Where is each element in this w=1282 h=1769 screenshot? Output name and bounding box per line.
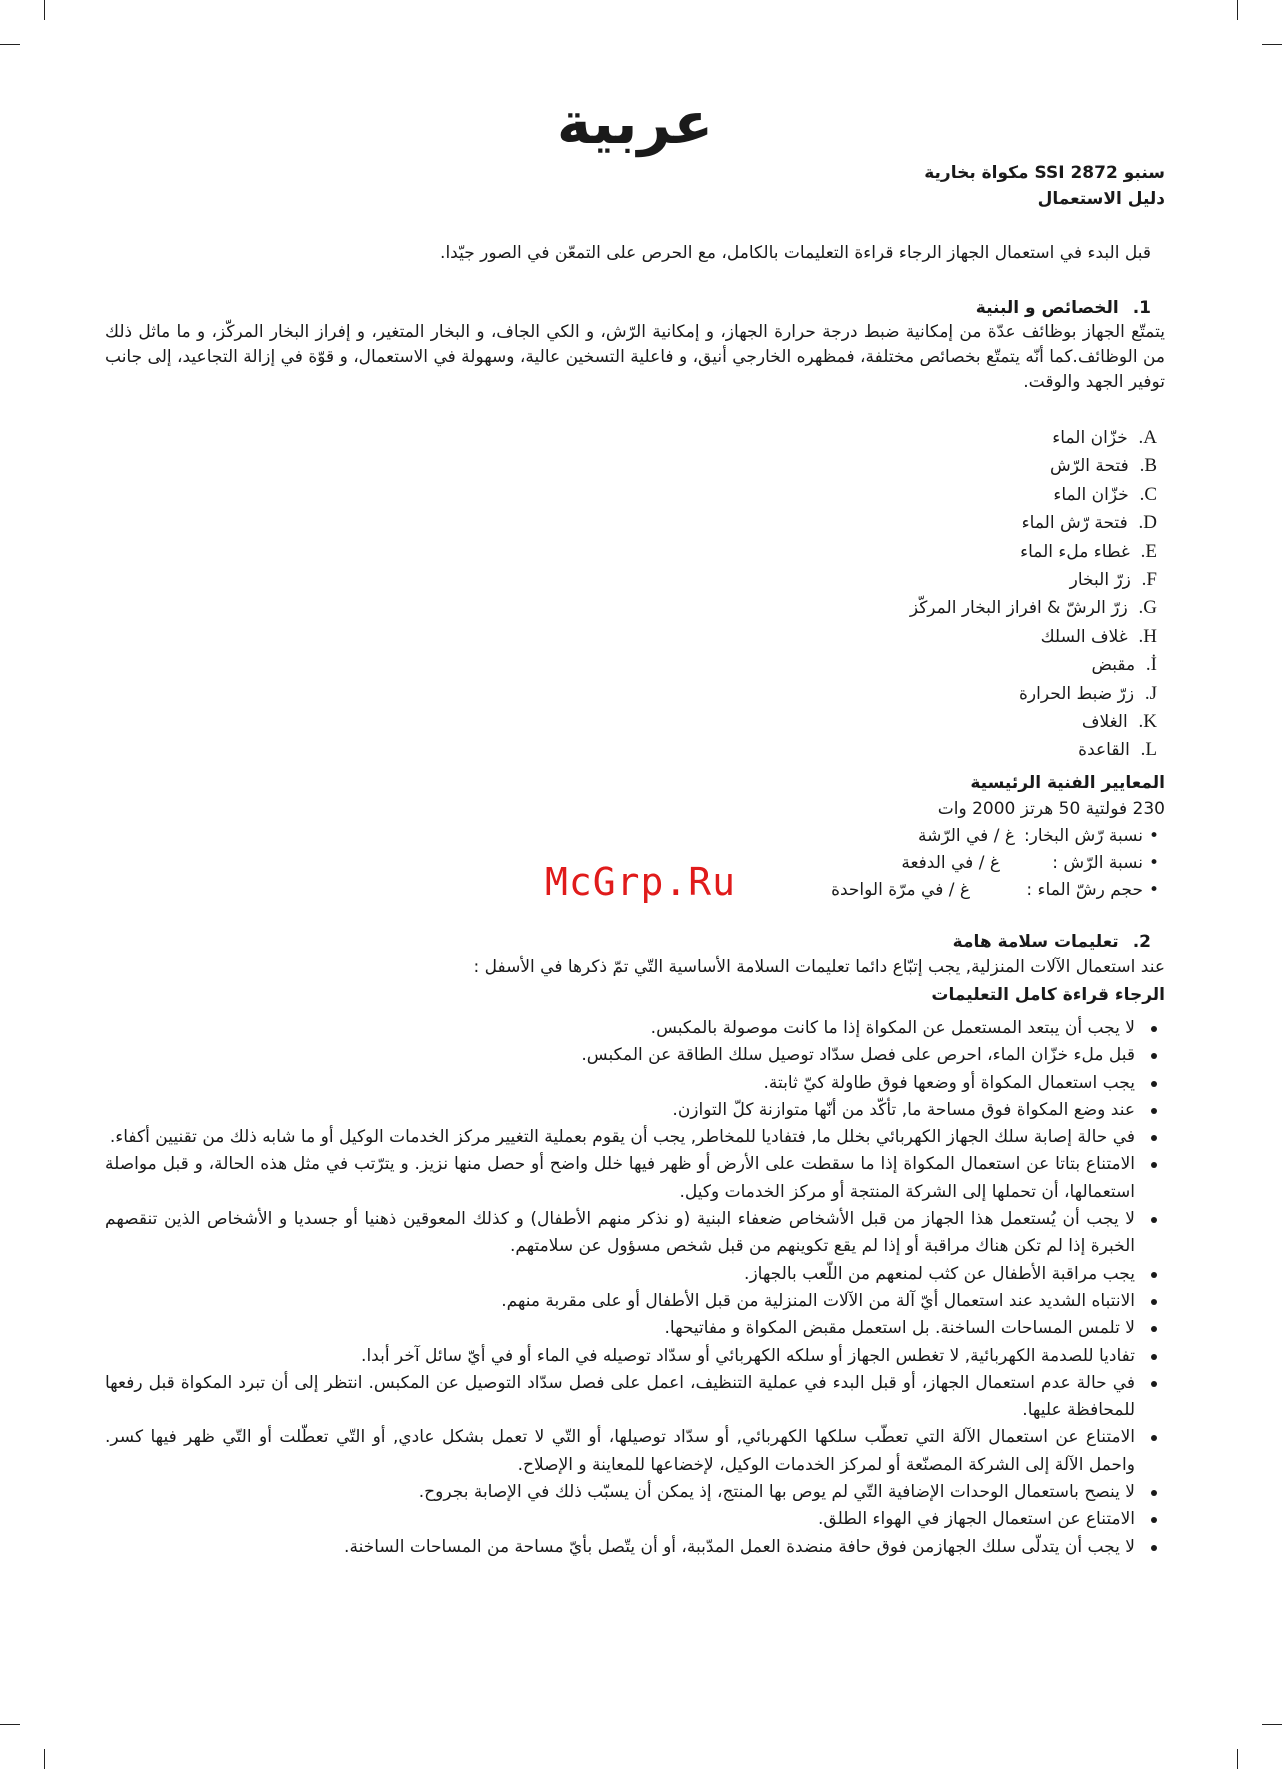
part-letter: A	[1143, 427, 1157, 448]
safety-rule: لا تلمس المساحات الساخنة. بل استعمل مقبض المكواة و مفاتيحها.	[105, 1315, 1165, 1342]
part-item	[910, 680, 1157, 708]
manual-title: دليل الاستعمال	[1037, 189, 1165, 209]
part-label: فتحة الرّش	[1049, 456, 1129, 477]
part-letter: E	[1145, 540, 1157, 562]
section2-title: تعليمات سلامة هامة	[952, 932, 1119, 952]
part-dot: .	[1144, 682, 1150, 704]
safety-rule: يجب استعمال المكواة أو وضعها فوق طاولة كيّ ثابتة.	[105, 1070, 1165, 1097]
part-letter: L	[1145, 739, 1157, 761]
part-letter: G	[1143, 597, 1157, 619]
part-dot: .	[1139, 455, 1145, 477]
part-dot: .	[1141, 569, 1147, 591]
safety-rule: لا يجب أن يبتعد المستعمل عن المكواة إذا ما كانت موصولة بالمكبس.	[105, 1015, 1165, 1042]
bullet-icon: •	[1148, 880, 1160, 900]
part-item	[910, 708, 1157, 736]
part-dot: .	[1139, 483, 1145, 505]
part-item	[910, 452, 1157, 480]
part-label: زرّ ضبط الحرارة	[1019, 683, 1135, 704]
part-dot: .	[1145, 654, 1151, 676]
part-item	[910, 736, 1157, 764]
part-letter: C	[1144, 483, 1157, 505]
safety-rule: في حالة عدم استعمال الجهاز، أو قبل البدء في عملية التنظيف، اعمل على فصل سدّاد التوصيل عن المكبس. انتظر إلى أن تبرد المكواة قبل رفعها للمحافظة عليها.	[105, 1370, 1165, 1425]
part-dot: .	[1138, 625, 1144, 647]
safety-rule: لا ينصح باستعمال الوحدات الإضافية التّي لم يوص بها المنتج، إذ يمكن أن يسبّب ذلك في الإصابة بجروح.	[105, 1479, 1165, 1506]
crop-mark	[44, 0, 45, 20]
bullet-icon: •	[1148, 826, 1160, 846]
safety-rule: قبل ملء خزّان الماء، احرص على فصل سدّاد توصيل سلك الطاقة عن المكبس.	[105, 1042, 1165, 1069]
part-item	[910, 509, 1157, 537]
part-item	[910, 481, 1157, 509]
section1-paragraph: يتمتّع الجهاز بوظائف عدّة من إمكانية ضبط درجة حرارة الجهاز، و إمكانية الرّش، و الكي الجاف، و البخار المتغير، و إفراز البخار المركّز، و ما ماثل ذلك من الوظائف.كما أنّه يتمتّع بخصائص مختلفة، فمظهره الخارجي أنيق، و فاعلية التسخين عالية، وسهولة في الاستعمال، و قوّة في إزالة التجاعيد، إلى جانب توفير الجهد والوقت.	[105, 322, 1165, 392]
section1-heading	[976, 295, 1151, 321]
section2-number: 2.	[1132, 932, 1151, 952]
part-letter: J	[1149, 682, 1157, 704]
crop-mark	[1262, 44, 1282, 45]
part-item	[910, 566, 1157, 594]
product-title: سنبو SSI 2872 مكواة بخارية	[924, 163, 1165, 183]
safety-rule: تفاديا للصدمة الكهربائية, لا تغطس الجهاز أو سلكه الكهربائي أو سدّاد توصيله في الماء أو في أيّ سائل آخر أبدا.	[105, 1343, 1165, 1370]
part-dot: .	[1138, 512, 1144, 534]
intro-text: قبل البدء في استعمال الجهاز الرجاء قراءة التعليمات بالكامل، مع الحرص على التمعّن في الصور جيّدا.	[440, 243, 1151, 263]
part-dot: .	[1138, 597, 1144, 619]
safety-rule: الامتناع بتاتا عن استعمال المكواة إذا ما سقطت على الأرض أو ظهر فيها خلل واضح أو حصل منها نزيز. و يترّتب في مثل هذه الحالة، و قبل مواصلة استعمالها، أن تحملها إلى الشركة المنتجة أو مركز الخدمات وكيل.	[105, 1151, 1165, 1206]
part-dot: .	[1138, 711, 1144, 733]
part-item	[910, 538, 1157, 566]
part-label: غطاء ملء الماء	[1020, 541, 1130, 562]
crop-mark	[1262, 1724, 1282, 1725]
section2-read-all: الرجاء قراءة كامل التعليمات	[931, 985, 1165, 1005]
part-item	[910, 623, 1157, 651]
part-item	[910, 651, 1157, 679]
part-letter: F	[1146, 569, 1157, 591]
spec-label: حجم رشّ الماء :	[1026, 880, 1143, 900]
language-title: عربية	[556, 89, 714, 157]
crop-mark	[0, 44, 20, 45]
safety-rule: في حالة إصابة سلك الجهاز الكهربائي بخلل ما, فتفاديا للمخاطر, يجب أن يقوم بعملية التغيير مركز الخدمات الوكيل أو ما شابه ذلك من تقنيين أكفاء.	[105, 1124, 1165, 1151]
safety-rule: الامتناع عن استعمال الآلة التي تعطّب سلكها الكهربائي, أو سدّاد توصيلها، أو التّي لا تعمل بشكل عادي, أو التّي تعطّلت أو التّي ظهر فيها كسر. واحمل الآلة إلى الشركة المصنّعة أو لمركز الخدمات الوكيل، لإخضاعها للمعاينة و الإصلاح.	[105, 1424, 1165, 1479]
part-label: خزّان الماء	[1053, 484, 1129, 505]
part-dot: .	[1140, 540, 1146, 562]
section1-number: 1.	[1132, 298, 1151, 318]
watermark: McGrp.Ru	[545, 860, 737, 904]
part-letter: B	[1144, 455, 1157, 477]
safety-rule: الانتباه الشديد عند استعمال أيّ آلة من الآلات المنزلية من قبل الأطفال أو على مقربة منهم.	[105, 1288, 1165, 1315]
part-letter: D	[1143, 512, 1157, 534]
part-item	[910, 594, 1157, 622]
safety-rule: عند وضع المكواة فوق مساحة ما, تأكّد من أنّها متوازنة كلّ التوازن.	[105, 1097, 1165, 1124]
part-dot: .	[1140, 739, 1146, 761]
part-label: القاعدة	[1078, 740, 1130, 761]
part-label: غلاف السلك	[1040, 626, 1128, 647]
safety-rule: لا يجب أن يُستعمل هذا الجهاز من قبل الأشخاص ضعفاء البنية (و نذكر منهم الأطفال) و كذلك المعوقين ذهنيا أو جسديا و الأشخاص الذين تنقصهم الخبرة إذا لم تكن هناك مراقبة أو إذا لم يقع تكوينهم من قبل شخص مسؤول عن سلامتهم.	[105, 1206, 1165, 1261]
specs-title: المعايير الفنية الرئيسية	[970, 773, 1165, 793]
spec-row	[605, 823, 1165, 850]
part-letter: K	[1143, 711, 1157, 733]
safety-rule: الامتناع عن استعمال الجهاز في الهواء الطلق.	[105, 1506, 1165, 1533]
crop-mark	[1237, 0, 1238, 20]
spec-label: نسبة الرّش :	[1052, 853, 1143, 873]
part-label: زرّ البخار	[1069, 570, 1131, 591]
spec-value: غ / في مرّة الواحدة	[831, 880, 970, 900]
part-label: الغلاف	[1081, 712, 1128, 733]
section2-intro: عند استعمال الآلات المنزلية, يجب إتبّاع دائما تعليمات السلامة الأساسية التّي تمّ ذكرها في الأسفل :	[473, 957, 1165, 977]
part-label: زرّ الرشّ & افراز البخار المركّز	[909, 598, 1128, 619]
part-label: خزّان الماء	[1052, 428, 1128, 448]
part-item	[910, 424, 1157, 452]
bullet-icon: •	[1148, 853, 1160, 873]
spec-value: غ / في الدفعة	[901, 853, 1000, 873]
safety-rules-list	[105, 1015, 1165, 1561]
part-label: فتحة رّش الماء	[1021, 513, 1128, 534]
section2-heading	[953, 929, 1151, 955]
part-letter: H	[1143, 625, 1157, 647]
crop-mark	[1237, 1749, 1238, 1769]
crop-mark	[44, 1749, 45, 1769]
parts-list	[910, 424, 1157, 765]
safety-rule: لا يجب أن يتدلّى سلك الجهازمن فوق حافة منضدة العمل المدّببة، أو أن يتّصل بأيّ مساحة من المساحات الساخنة.	[105, 1534, 1165, 1561]
part-label: مقبض	[1091, 655, 1136, 676]
crop-mark	[0, 1724, 20, 1725]
specs-power: 230 فولتية 50 هرتز 2000 وات	[937, 799, 1165, 819]
part-dot: .	[1138, 427, 1144, 448]
part-letter: İ	[1150, 654, 1157, 676]
spec-label: نسبة رّش البخار:	[1023, 826, 1143, 846]
spec-value: غ / في الرّشة	[917, 826, 1015, 846]
safety-rule: يجب مراقبة الأطفال عن كثب لمنعهم من اللّعب بالجهاز.	[105, 1261, 1165, 1288]
section1-title: الخصائص و البنية	[975, 298, 1119, 318]
